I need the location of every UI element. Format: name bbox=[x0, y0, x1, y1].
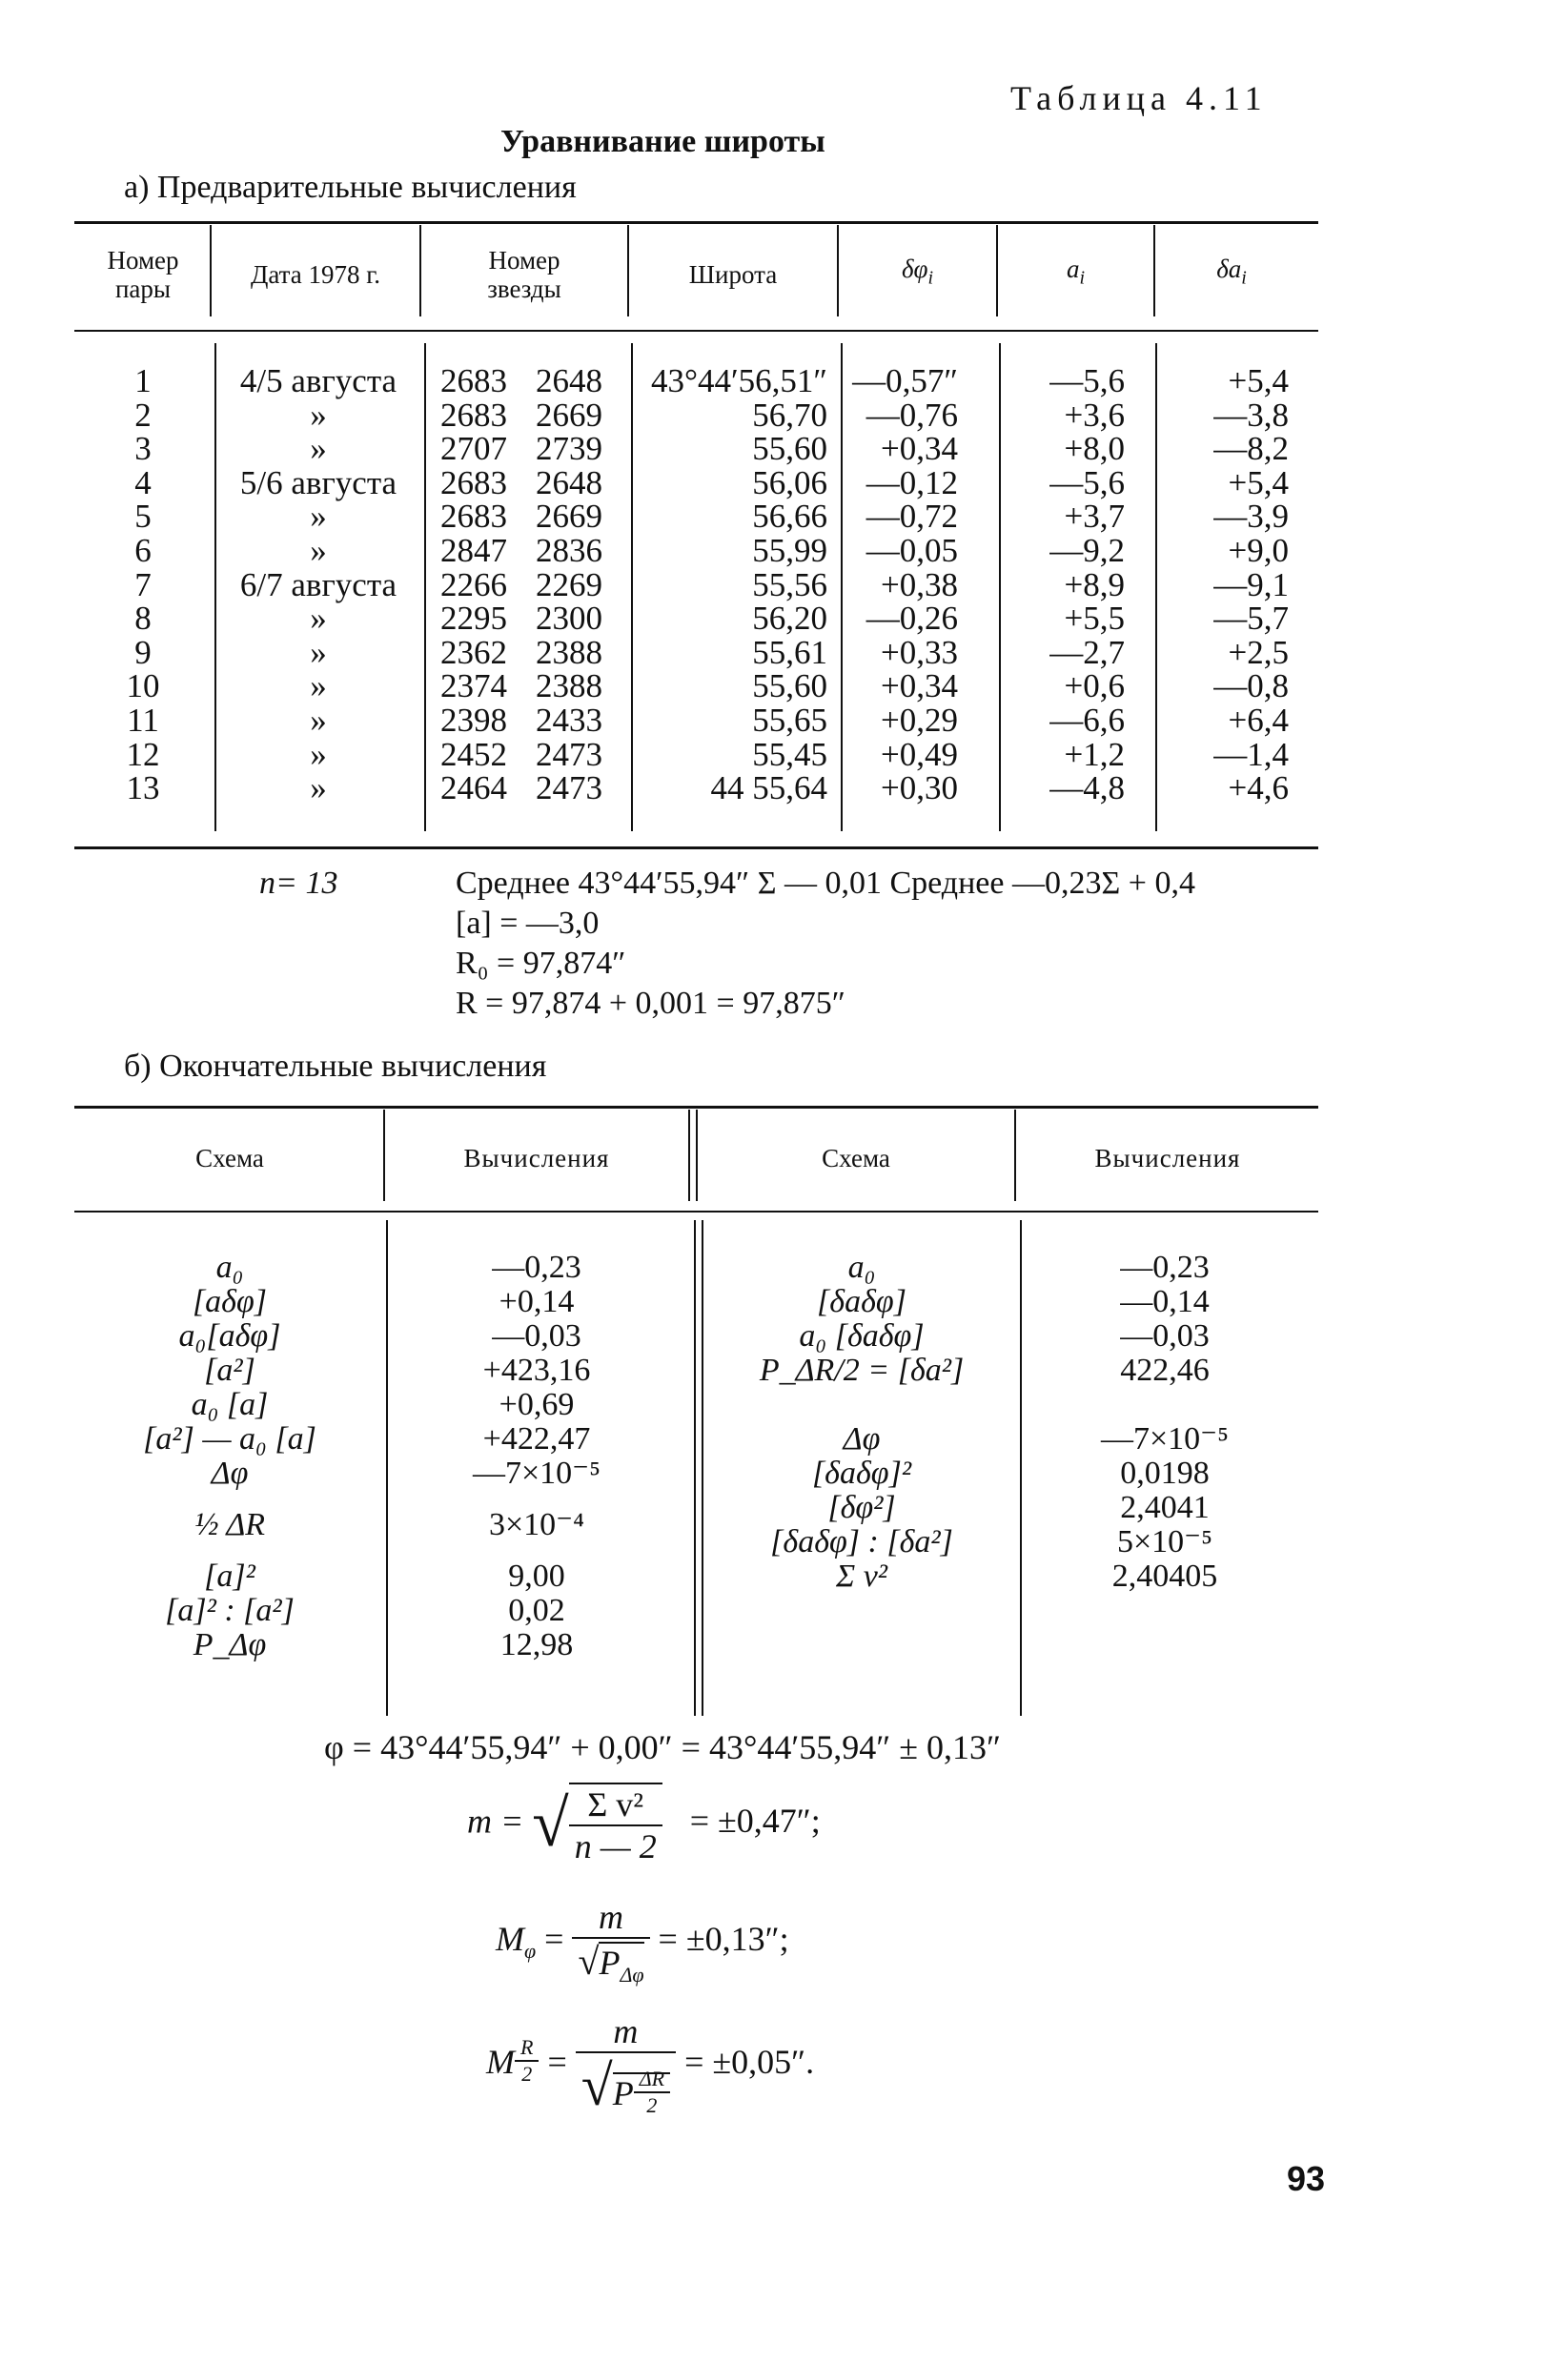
star2-cell: 2669 bbox=[536, 396, 602, 434]
summary-line3: R₀ = 97,874″ bbox=[456, 946, 626, 981]
da-cell: —3,9 bbox=[1213, 498, 1289, 536]
date-cell: » bbox=[310, 532, 327, 569]
star2-cell: 2388 bbox=[536, 633, 602, 671]
table-b-divider bbox=[702, 1220, 703, 1716]
scheme-item: [δaδφ] : [δa²] bbox=[770, 1524, 953, 1559]
star2-cell: 2433 bbox=[536, 702, 602, 739]
da-cell: +6,4 bbox=[1228, 702, 1289, 739]
value-item: 0,0198 bbox=[1120, 1456, 1210, 1491]
star2-cell: 2388 bbox=[536, 667, 602, 705]
table-row bbox=[0, 771, 1568, 805]
scheme-item: ½ ΔR bbox=[193, 1507, 266, 1542]
da-cell: —0,8 bbox=[1213, 667, 1289, 705]
date-cell: » bbox=[310, 667, 327, 705]
date-cell: 5/6 августа bbox=[239, 463, 397, 501]
summary-line2: [a] = —3,0 bbox=[456, 906, 600, 941]
latitude-cell: 55,45 bbox=[752, 735, 827, 773]
latitude-cell: 55,99 bbox=[752, 532, 827, 569]
a-cell: —5,6 bbox=[1049, 463, 1125, 501]
latitude-cell: 56,66 bbox=[752, 498, 827, 536]
value-item: —7×10⁻⁵ bbox=[473, 1456, 601, 1491]
da-cell: +9,0 bbox=[1228, 532, 1289, 569]
summary-n: n= 13 bbox=[259, 866, 338, 901]
star2-cell: 2300 bbox=[536, 600, 602, 638]
value-item: 5×10⁻⁵ bbox=[1117, 1524, 1212, 1559]
value-item: 2,4041 bbox=[1120, 1490, 1210, 1525]
pair-number-cell: 2 bbox=[134, 396, 152, 434]
star1-cell: 2464 bbox=[440, 769, 507, 807]
table-row bbox=[0, 463, 1568, 501]
header-pair: Номер пары bbox=[107, 246, 179, 303]
table-b-top-rule bbox=[74, 1106, 1318, 1109]
right-scheme-column bbox=[705, 1251, 1018, 1594]
table-b-divider bbox=[694, 1220, 696, 1716]
scheme-item: a₀[aδφ] bbox=[178, 1318, 281, 1354]
pair-number-cell: 1 bbox=[134, 362, 152, 399]
table-row bbox=[0, 633, 1568, 671]
pair-number-cell: 3 bbox=[134, 430, 152, 468]
latitude-cell: 55,65 bbox=[752, 702, 827, 739]
pair-number-cell: 13 bbox=[126, 769, 160, 807]
table-row bbox=[0, 534, 1568, 568]
pair-number-cell: 12 bbox=[126, 735, 160, 773]
da-cell: +2,5 bbox=[1228, 633, 1289, 671]
a-cell: +8,9 bbox=[1064, 565, 1125, 603]
scheme-item: a₀ bbox=[215, 1250, 244, 1285]
dphi-cell: +0,38 bbox=[881, 565, 958, 603]
dphi-cell: —0,76 bbox=[865, 396, 958, 434]
value-item: +422,47 bbox=[482, 1421, 591, 1457]
da-cell: —5,7 bbox=[1213, 600, 1289, 638]
table-row bbox=[0, 499, 1568, 534]
page-number: 93 bbox=[1287, 2159, 1326, 2198]
dphi-cell: —0,05 bbox=[865, 532, 958, 569]
star1-cell: 2362 bbox=[440, 633, 507, 671]
scheme-item: a₀ [a] bbox=[191, 1387, 269, 1422]
latitude-cell: 56,70 bbox=[752, 396, 827, 434]
da-cell: —9,1 bbox=[1213, 565, 1289, 603]
formula-M-phi: $M_\varphi$ = $\frac{m}{√P_{\Delta\varphi}}$ = ±0,13″; bbox=[496, 1898, 789, 1987]
right-values-column bbox=[1022, 1251, 1308, 1594]
dphi-cell: —0,12 bbox=[865, 463, 958, 501]
scheme-item: a₀ [δaδφ] bbox=[799, 1318, 925, 1354]
a-cell: —4,8 bbox=[1049, 769, 1125, 807]
star2-cell: 2473 bbox=[536, 769, 602, 807]
value-item bbox=[1022, 1388, 1308, 1422]
date-cell: 4/5 августа bbox=[239, 362, 397, 399]
date-cell: » bbox=[310, 735, 327, 773]
value-item: +0,14 bbox=[499, 1284, 575, 1319]
header-latitude: Широта bbox=[688, 260, 778, 289]
scheme-item: P_ΔR/2 = [δa²] bbox=[759, 1353, 965, 1388]
table-row bbox=[0, 565, 1568, 603]
star1-cell: 2683 bbox=[440, 498, 507, 536]
latitude-cell: 43°44′56,51″ bbox=[651, 362, 827, 399]
latitude-cell: 44 55,64 bbox=[710, 769, 827, 807]
formula-M-R: M $\frac{R}{2}$ = m √P $\frac{\Delta R}{2}$ = ±0,05″. bbox=[486, 2012, 815, 2118]
da-cell: +5,4 bbox=[1228, 463, 1289, 501]
star2-cell: 2269 bbox=[536, 565, 602, 603]
table-a-bottom-rule bbox=[74, 846, 1318, 849]
scheme-item: Σ v² bbox=[836, 1559, 887, 1594]
scheme-item: [a²] — a₀ [a] bbox=[143, 1421, 316, 1457]
a-cell: +8,0 bbox=[1064, 430, 1125, 468]
pair-number-cell: 5 bbox=[134, 498, 152, 536]
star1-cell: 2398 bbox=[440, 702, 507, 739]
da-cell: —1,4 bbox=[1213, 735, 1289, 773]
star2-cell: 2648 bbox=[536, 463, 602, 501]
table-row bbox=[0, 703, 1568, 738]
table-row bbox=[0, 432, 1568, 466]
header-da: $\delta a_i$ bbox=[1216, 255, 1247, 289]
scheme-item: Δφ bbox=[211, 1456, 249, 1491]
pair-number-cell: 4 bbox=[134, 463, 152, 501]
date-cell: » bbox=[310, 430, 327, 468]
star1-cell: 2683 bbox=[440, 362, 507, 399]
header-date: Дата 1978 г. bbox=[250, 260, 381, 289]
latitude-cell: 55,61 bbox=[752, 633, 827, 671]
latitude-cell: 55,60 bbox=[752, 430, 827, 468]
a-cell: —6,6 bbox=[1049, 702, 1125, 739]
value-item: —0,03 bbox=[1120, 1318, 1210, 1354]
summary-line4: R = 97,874 + 0,001 = 97,875″ bbox=[456, 986, 845, 1021]
pair-number-cell: 11 bbox=[127, 702, 159, 739]
date-cell: » bbox=[310, 702, 327, 739]
table-a-top-rule bbox=[74, 221, 1318, 224]
value-item: 12,98 bbox=[499, 1627, 574, 1662]
table-row bbox=[0, 398, 1568, 433]
latitude-cell: 55,56 bbox=[752, 565, 827, 603]
dphi-cell: —0,26 bbox=[865, 600, 958, 638]
header-dphi: $\delta\varphi_i$ bbox=[901, 255, 934, 289]
value-item: —0,23 bbox=[1120, 1250, 1210, 1285]
scheme-item: [δφ²] bbox=[827, 1490, 896, 1525]
scheme-item: Δφ bbox=[843, 1421, 881, 1457]
star2-cell: 2669 bbox=[536, 498, 602, 536]
date-cell: » bbox=[310, 600, 327, 638]
table-a-header-rule bbox=[74, 330, 1318, 332]
star1-cell: 2374 bbox=[440, 667, 507, 705]
formula-m: m = √ $\frac{\text{Σ v²}}{n — 2}$ = ±0,47″; bbox=[467, 1783, 821, 1866]
value-item: —0,14 bbox=[1120, 1284, 1210, 1319]
date-cell: » bbox=[310, 498, 327, 536]
star1-cell: 2707 bbox=[440, 430, 507, 468]
section-a-title: а) Предварительные вычисления bbox=[124, 170, 577, 205]
left-values-column bbox=[385, 1251, 688, 1662]
dphi-cell: —0,57″ bbox=[852, 362, 958, 399]
star1-cell: 2683 bbox=[440, 463, 507, 501]
a-cell: —9,2 bbox=[1049, 532, 1125, 569]
left-scheme-column bbox=[76, 1251, 383, 1662]
value-item: 2,40405 bbox=[1111, 1559, 1218, 1594]
table-row bbox=[0, 601, 1568, 636]
date-cell: » bbox=[310, 396, 327, 434]
scheme-item: [δaδφ]² bbox=[811, 1456, 912, 1491]
da-cell: —3,8 bbox=[1213, 396, 1289, 434]
pair-number-cell: 10 bbox=[126, 667, 160, 705]
summary-line1: Среднее 43°44′55,94″ Σ — 0,01 Среднее —0,23Σ + 0,4 bbox=[456, 866, 1195, 901]
scheme-item: [a]² bbox=[204, 1559, 255, 1594]
header-calc-right: Вычисления bbox=[1094, 1144, 1241, 1172]
value-item: —7×10⁻⁵ bbox=[1101, 1421, 1229, 1457]
star1-cell: 2266 bbox=[440, 565, 507, 603]
a-cell: +5,5 bbox=[1064, 600, 1125, 638]
dphi-cell: +0,30 bbox=[881, 769, 958, 807]
table-label: Таблица 4.11 bbox=[1010, 79, 1268, 117]
pair-number-cell: 7 bbox=[134, 565, 152, 603]
scheme-item: [δaδφ] bbox=[817, 1284, 906, 1319]
value-item: +0,69 bbox=[499, 1387, 575, 1422]
dphi-cell: +0,29 bbox=[881, 702, 958, 739]
latitude-cell: 55,60 bbox=[752, 667, 827, 705]
header-a: $a_i$ bbox=[1066, 255, 1086, 289]
star2-cell: 2648 bbox=[536, 362, 602, 399]
table-b-divider bbox=[688, 1110, 690, 1201]
da-cell: —8,2 bbox=[1213, 430, 1289, 468]
scheme-item bbox=[705, 1388, 1018, 1422]
value-item: 9,00 bbox=[508, 1559, 565, 1594]
da-cell: +4,6 bbox=[1228, 769, 1289, 807]
scheme-item: [aδφ] bbox=[192, 1284, 268, 1319]
date-cell: 6/7 августа bbox=[239, 565, 397, 603]
pair-number-cell: 8 bbox=[134, 600, 152, 638]
dphi-cell: +0,34 bbox=[881, 430, 958, 468]
star1-cell: 2683 bbox=[440, 396, 507, 434]
a-cell: —5,6 bbox=[1049, 362, 1125, 399]
value-item: —0,03 bbox=[492, 1318, 581, 1354]
scheme-item: P_Δφ bbox=[193, 1627, 267, 1662]
page-title: Уравнивание широты bbox=[500, 124, 825, 159]
star2-cell: 2836 bbox=[536, 532, 602, 569]
star1-cell: 2452 bbox=[440, 735, 507, 773]
star1-cell: 2847 bbox=[440, 532, 507, 569]
header-scheme-left: Схема bbox=[195, 1144, 264, 1172]
scheme-item: [a²] bbox=[204, 1353, 255, 1388]
table-row bbox=[0, 669, 1568, 703]
header-calc-left: Вычисления bbox=[463, 1144, 610, 1172]
a-cell: —2,7 bbox=[1049, 633, 1125, 671]
header-scheme-right: Схема bbox=[822, 1144, 890, 1172]
table-b-header-rule bbox=[74, 1211, 1318, 1213]
a-cell: +1,2 bbox=[1064, 735, 1125, 773]
value-item: +423,16 bbox=[482, 1353, 591, 1388]
value-item: 422,46 bbox=[1120, 1353, 1210, 1388]
scheme-item: [a]² : [a²] bbox=[165, 1593, 295, 1628]
header-star: Номер звезды bbox=[487, 246, 561, 303]
a-cell: +0,6 bbox=[1064, 667, 1125, 705]
formula-phi: φ = 43°44′55,94″ + 0,00″ = 43°44′55,94″ ± 0,13″ bbox=[324, 1728, 1001, 1766]
latitude-cell: 56,20 bbox=[752, 600, 827, 638]
dphi-cell: +0,49 bbox=[881, 735, 958, 773]
section-b-title: б) Окончательные вычисления bbox=[124, 1049, 547, 1084]
table-row bbox=[0, 364, 1568, 398]
pair-number-cell: 6 bbox=[134, 532, 152, 569]
value-item: —0,23 bbox=[492, 1250, 581, 1285]
star2-cell: 2739 bbox=[536, 430, 602, 468]
da-cell: +5,4 bbox=[1228, 362, 1289, 399]
scheme-item: a₀ bbox=[847, 1250, 876, 1285]
dphi-cell: —0,72 bbox=[865, 498, 958, 536]
date-cell: » bbox=[310, 769, 327, 807]
value-item: 0,02 bbox=[508, 1593, 565, 1628]
dphi-cell: +0,34 bbox=[881, 667, 958, 705]
date-cell: » bbox=[310, 633, 327, 671]
star2-cell: 2473 bbox=[536, 735, 602, 773]
latitude-cell: 56,06 bbox=[752, 463, 827, 501]
dphi-cell: +0,33 bbox=[881, 633, 958, 671]
star1-cell: 2295 bbox=[440, 600, 507, 638]
a-cell: +3,7 bbox=[1064, 498, 1125, 536]
table-row bbox=[0, 735, 1568, 773]
a-cell: +3,6 bbox=[1064, 396, 1125, 434]
value-item: 3×10⁻⁴ bbox=[489, 1507, 584, 1542]
pair-number-cell: 9 bbox=[134, 633, 152, 671]
